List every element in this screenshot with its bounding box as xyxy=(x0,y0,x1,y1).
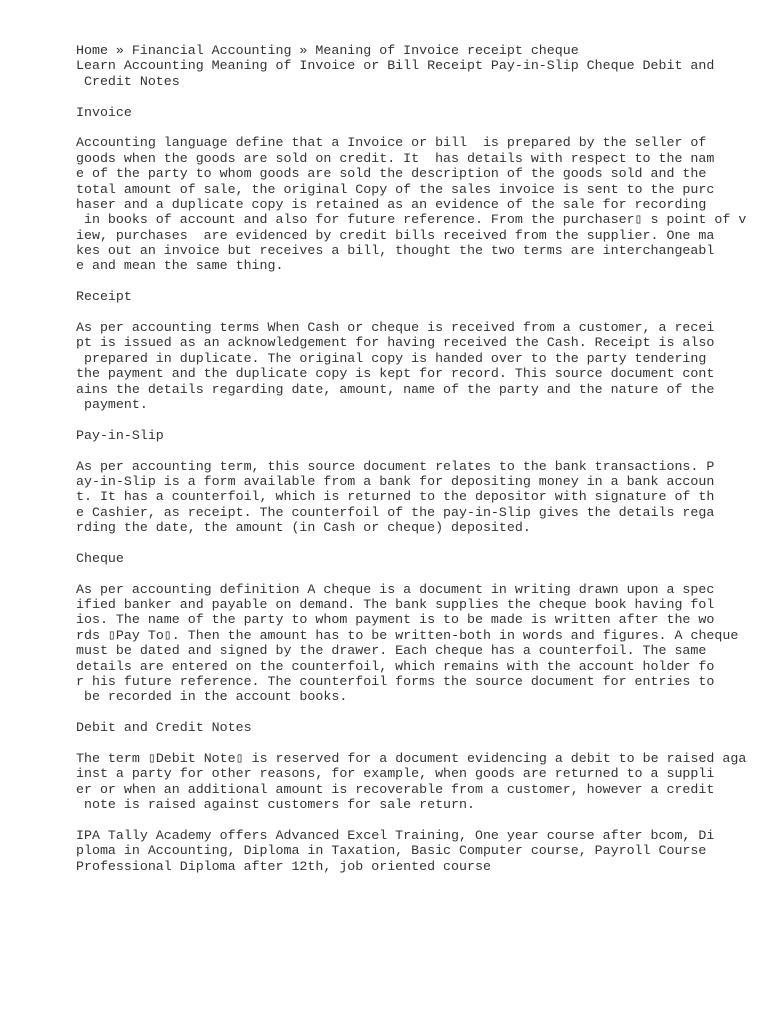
paragraph-line: details are entered on the counterfoil, which remains with the account holder fo xyxy=(76,658,715,674)
paragraph-line: As per accounting terms When Cash or cheque is received from a customer, a recei xyxy=(76,320,715,336)
paragraph-line: ios. The name of the party to whom payment is to be made is written after the wo xyxy=(76,612,715,628)
footer-line: Professional Diploma after 12th, job oriented course xyxy=(76,858,491,874)
spacer xyxy=(76,566,756,581)
page-title-line-2: Credit Notes xyxy=(76,73,180,89)
page-title-line-1: Learn Accounting Meaning of Invoice or Bill Receipt Pay-in-Slip Cheque Debit and xyxy=(76,58,715,74)
section-heading-pay-in-slip: Pay-in-Slip xyxy=(76,427,164,443)
paragraph-line: inst a party for other reasons, for example, when goods are returned to a suppli xyxy=(76,766,715,782)
footer-line: ploma in Accounting, Diploma in Taxation, Basic Computer course, Payroll Course xyxy=(76,843,707,859)
paragraph-line: payment. xyxy=(76,396,148,412)
paragraph-line: iew, purchases are evidenced by credit bills received from the supplier. One ma xyxy=(76,227,715,243)
paragraph-line: The term ▯Debit Note▯ is reserved for a document evidencing a debit to be raised aga xyxy=(76,750,747,766)
paragraph-line: note is raised against customers for sale return. xyxy=(76,797,475,813)
paragraph-line: must be dated and signed by the drawer. Each cheque has a counterfoil. The same xyxy=(76,643,707,659)
section-heading-cheque: Cheque xyxy=(76,550,124,566)
section-heading-debit-credit-notes: Debit and Credit Notes xyxy=(76,720,252,736)
paragraph-line: e and mean the same thing. xyxy=(76,258,284,274)
paragraph-line: e of the party to whom goods are sold the description of the goods sold and the xyxy=(76,166,707,182)
paragraph-line: Accounting language define that a Invoice or bill is prepared by the seller of xyxy=(76,135,707,151)
document-text xyxy=(76,43,756,874)
paragraph-line: total amount of sale, the original Copy of the sales invoice is sent to the purc xyxy=(76,181,715,197)
spacer xyxy=(76,736,756,751)
paragraph-line: kes out an invoice but receives a bill, thought the two terms are interchangeabl xyxy=(76,243,715,259)
paragraph-line: haser and a duplicate copy is retained as an evidence of the sale for recording xyxy=(76,196,707,212)
paragraph-line: As per accounting term, this source document relates to the bank transactions. P xyxy=(76,458,715,474)
paragraph-line: r his future reference. The counterfoil forms the source document for entries to xyxy=(76,674,715,690)
paragraph-line: ains the details regarding date, amount, name of the party and the nature of the xyxy=(76,381,715,397)
paragraph-line: rds ▯Pay To▯. Then the amount has to be written-both in words and figures. A cheque xyxy=(76,627,739,643)
spacer xyxy=(76,443,756,458)
spacer xyxy=(76,305,756,320)
paragraph-line: be recorded in the account books. xyxy=(76,689,348,705)
paragraph-line: rding the date, the amount (in Cash or cheque) deposited. xyxy=(76,520,531,536)
paragraph-line: ay-in-Slip is a form available from a bank for depositing money in a bank accoun xyxy=(76,473,715,489)
spacer xyxy=(76,813,756,828)
paragraph-line: e Cashier, as receipt. The counterfoil of the pay-in-Slip gives the details rega xyxy=(76,504,715,520)
spacer xyxy=(76,274,756,289)
paragraph-line: er or when an additional amount is recoverable from a customer, however a credit xyxy=(76,781,715,797)
paragraph-line: the payment and the duplicate copy is kept for record. This source document cont xyxy=(76,366,715,382)
paragraph-line: pt is issued as an acknowledgement for having received the Cash. Receipt is also xyxy=(76,335,715,351)
paragraph-line: As per accounting definition A cheque is a document in writing drawn upon a spec xyxy=(76,581,715,597)
paragraph-line: prepared in duplicate. The original copy is handed over to the party tendering xyxy=(76,350,707,366)
spacer xyxy=(76,705,756,720)
spacer xyxy=(76,120,756,135)
paragraph-line: t. It has a counterfoil, which is returned to the depositor with signature of th xyxy=(76,489,715,505)
footer-line: IPA Tally Academy offers Advanced Excel Training, One year course after bcom, Di xyxy=(76,827,715,843)
section-heading-receipt: Receipt xyxy=(76,289,132,305)
section-heading-invoice: Invoice xyxy=(76,104,132,120)
breadcrumb: Home » Financial Accounting » Meaning of Invoice receipt cheque xyxy=(76,43,579,58)
paragraph-line: in books of account and also for future reference. From the purchaser▯ s point of v xyxy=(76,212,747,228)
spacer xyxy=(76,412,756,427)
paragraph-line: goods when the goods are sold on credit. It has details with respect to the nam xyxy=(76,150,715,166)
spacer xyxy=(76,89,756,104)
paragraph-line: ified banker and payable on demand. The bank supplies the cheque book having fol xyxy=(76,597,715,613)
spacer xyxy=(76,536,756,551)
